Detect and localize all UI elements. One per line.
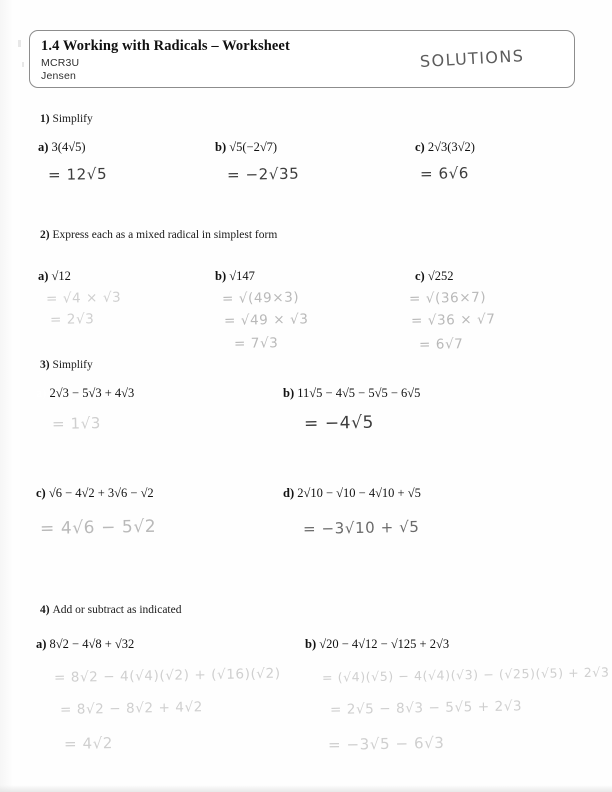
question-2c-work-2: = √36 × √7 (410, 311, 496, 329)
part-label: a) (38, 269, 49, 283)
problem-expression: 2√3(3√2) (427, 140, 475, 154)
question-2-heading (40, 229, 277, 241)
question-4-heading (40, 604, 181, 616)
question-4a-work-3: = 4√2 (63, 734, 114, 753)
problem-expression: √6 − 4√2 + 3√6 − √2 (48, 486, 154, 500)
question-2-prompt: Express each as a mixed radical in simplest form (52, 229, 278, 241)
question-1c-problem (415, 140, 475, 155)
question-4a-problem (36, 637, 134, 652)
solutions-stamp: SOLUTIONS (419, 46, 525, 71)
part-label: b) (305, 637, 317, 651)
scan-speck (22, 62, 24, 67)
question-4a-work-2: = 8√2 − 8√2 + 4√2 (59, 699, 204, 718)
question-2c-work-3: = 6√7 (418, 336, 464, 353)
problem-expression: √20 − 4√12 − √125 + 2√3 (319, 637, 450, 651)
question-3d-problem (283, 486, 421, 501)
question-3-number: 3) (40, 359, 50, 371)
problem-expression: 3(4√5) (51, 140, 86, 154)
part-label: c) (415, 269, 425, 283)
question-2a-problem (38, 269, 71, 284)
question-3-prompt: Simplify (52, 359, 93, 371)
question-4b-work-3: = −3√5 − 6√3 (327, 733, 445, 754)
question-1a-answer: = 12√5 (47, 164, 108, 184)
problem-expression: √252 (427, 269, 454, 283)
part-label: b) (215, 140, 227, 154)
question-4a-work-1: = 8√2 − 4(√4)(√2) + (√16)(√2) (53, 665, 281, 686)
question-2a-work-2: = 2√3 (49, 311, 95, 328)
scan-speck (18, 40, 21, 47)
problem-expression: √147 (229, 269, 255, 283)
question-2b-work-2: = √49 × √3 (223, 311, 309, 329)
problem-expression: 2√10 − √10 − 4√10 + √5 (297, 486, 421, 500)
question-3c-answer: = 4√6 − 5√2 (39, 516, 157, 539)
problem-expression: √12 (51, 269, 71, 283)
scan-edge-bottom (0, 785, 612, 792)
teacher-name: Jensen (41, 70, 77, 82)
page-title: 1.4 Working with Radicals – Worksheet (41, 38, 290, 54)
scan-edge-left (0, 0, 14, 792)
question-2-number: 2) (40, 229, 50, 241)
question-4b-problem (305, 637, 449, 652)
question-1-prompt: Simplify (52, 113, 93, 125)
question-3b-problem (283, 386, 420, 401)
problem-expression: 2√3 − 5√3 + 4√3 (49, 386, 135, 400)
part-label: a) (38, 140, 49, 154)
part-label: c) (415, 140, 425, 154)
part-label: a) (36, 386, 47, 400)
course-code: MCR3U (41, 57, 80, 69)
part-label: b) (283, 386, 295, 400)
question-2b-work-1: = √(49×3) (221, 289, 300, 307)
question-4b-work-1: = (√4)(√5) − 4(√4)(√3) − (√25)(√5) + 2√3 (321, 664, 610, 685)
part-label: a) (36, 637, 47, 651)
question-1c-answer: = 6√6 (419, 164, 470, 183)
problem-expression: √5(−2√7) (229, 140, 278, 154)
question-1a-problem (38, 140, 85, 155)
question-1b-problem (215, 140, 277, 155)
question-2c-problem (415, 269, 453, 284)
question-3b-answer: = −4√5 (303, 412, 375, 434)
question-2b-problem (215, 269, 255, 284)
problem-expression: 8√2 − 4√8 + √32 (49, 637, 135, 651)
question-4b-work-2: = 2√5 − 8√3 − 5√5 + 2√3 (329, 698, 523, 718)
question-3a-problem (36, 386, 134, 401)
question-1-number: 1) (40, 113, 50, 125)
question-3-heading (40, 359, 93, 371)
question-4-number: 4) (40, 604, 50, 616)
problem-expression: 11√5 − 4√5 − 5√5 − 6√5 (297, 386, 421, 400)
question-1b-answer: = −2√35 (226, 164, 300, 184)
part-label: b) (215, 269, 227, 283)
question-1-heading (40, 113, 93, 125)
part-label: d) (283, 486, 295, 500)
question-2a-work-1: = √4 × √3 (45, 289, 122, 307)
question-3c-problem (36, 486, 154, 501)
question-2c-work-1: = √(36×7) (408, 289, 487, 307)
question-2b-work-3: = 7√3 (233, 335, 279, 352)
question-3a-answer: = 1√3 (51, 414, 102, 433)
question-4-prompt: Add or subtract as indicated (52, 604, 182, 616)
part-label: c) (36, 486, 46, 500)
question-3d-answer: = −3√10 + √5 (302, 517, 420, 538)
